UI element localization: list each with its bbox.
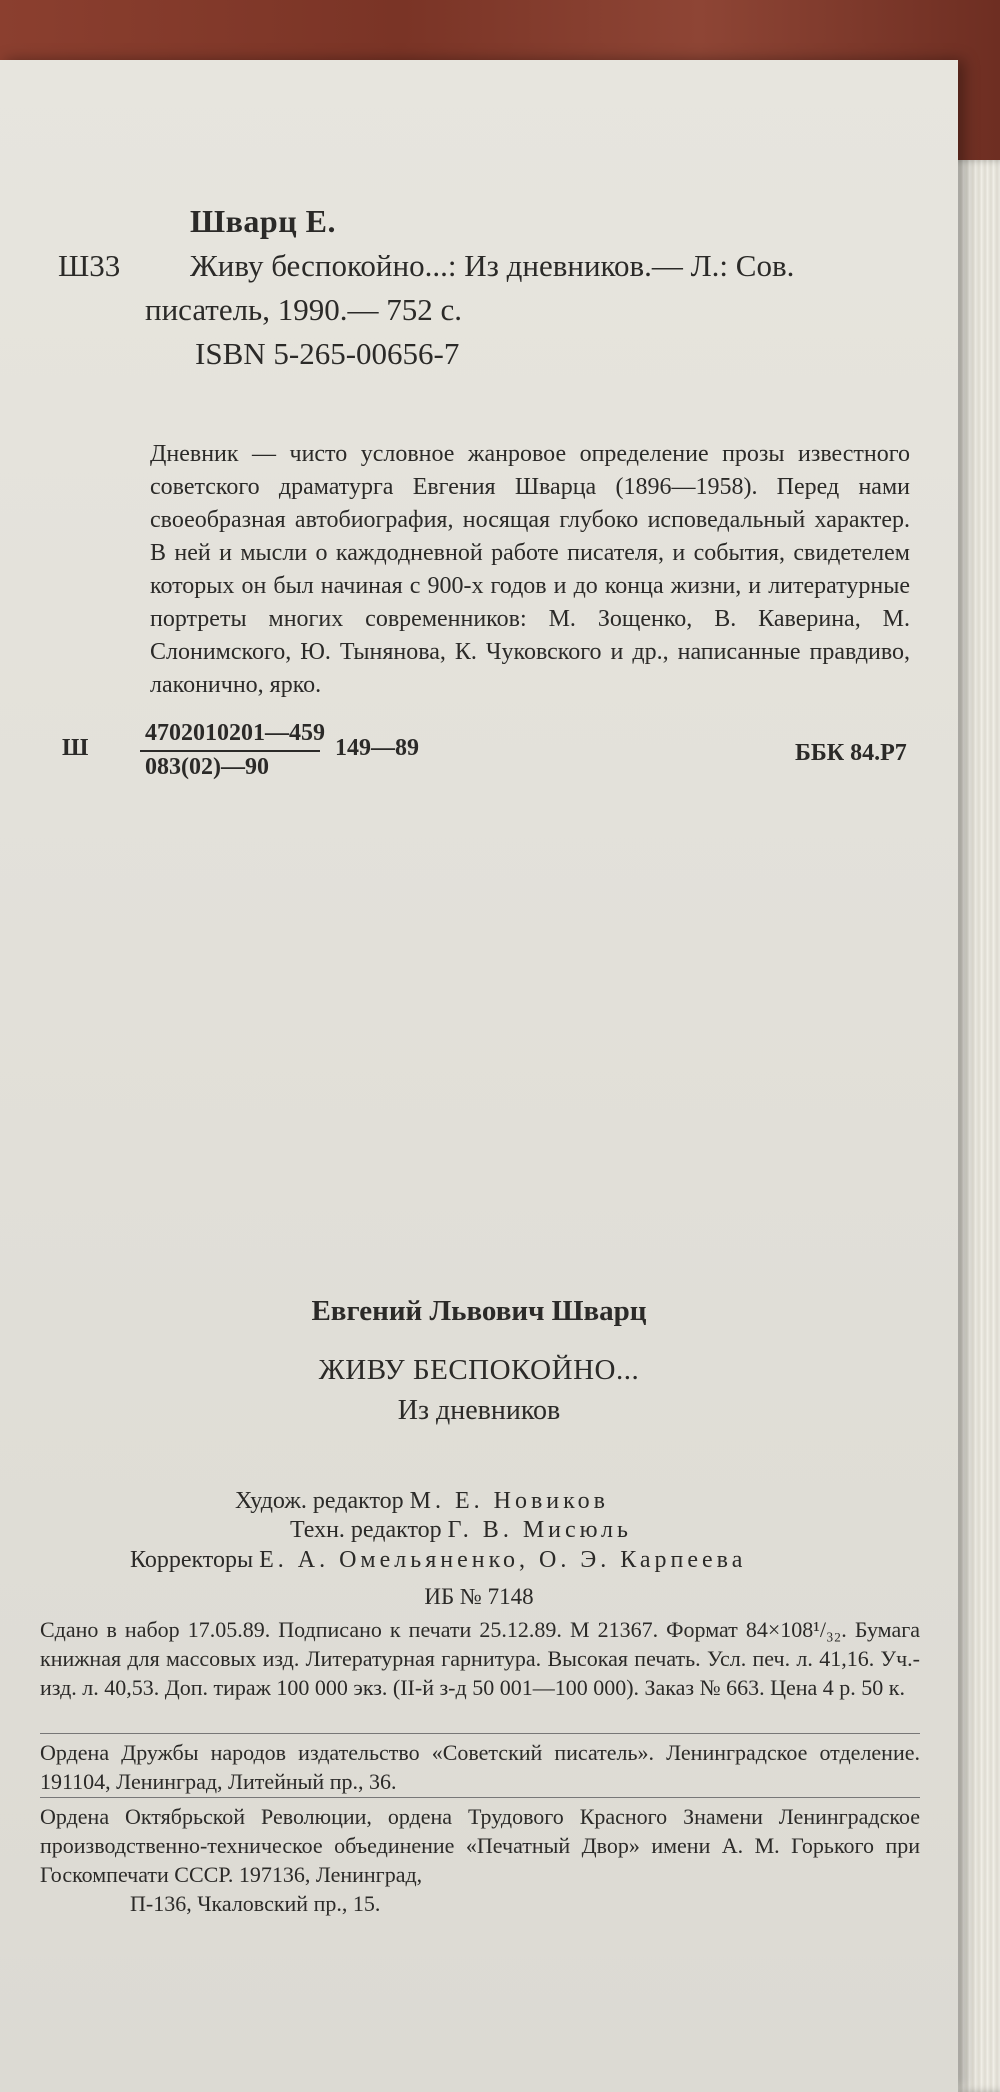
art-editor-row <box>235 1488 609 1515</box>
tech-editor-label: Техн. редактор <box>290 1517 442 1543</box>
proofreaders-names: Е. А. Омельяненко, О. Э. Карпеева <box>259 1547 747 1573</box>
shifr-denominator: 083(02)—90 <box>145 754 269 780</box>
print-data <box>40 1615 920 1702</box>
proofreaders-row <box>130 1547 746 1574</box>
ib-number: ИБ № 7148 <box>424 1584 534 1609</box>
proofreaders-label: Корректоры <box>130 1547 254 1573</box>
bbk-code: ББК 84.Р7 <box>795 740 907 766</box>
book-title: ЖИВУ БЕСПОКОЙНО... <box>318 1354 640 1386</box>
divider <box>40 1733 920 1734</box>
shifr-number: 149—89 <box>335 735 419 761</box>
book-subtitle: Из дневников <box>397 1395 561 1426</box>
art-editor-label: Худож. редактор <box>235 1488 404 1514</box>
abstract <box>150 438 910 702</box>
author-short: Шварц Е. <box>190 203 336 239</box>
divider <box>40 1797 920 1798</box>
shifr-numerator: 4702010201—459 <box>145 720 325 746</box>
tech-editor-name: Г. В. Мисюль <box>447 1517 632 1543</box>
publisher-block <box>40 1738 920 1796</box>
abstract-text: Дневник — чисто условное жанровое определение прозы известного советского драматурга Евгения Шварца (1896—1958). Перед нами своеобразная автобиография, носящая глубоко исповедальный характер. В ней и мысли о каждодневной работе писателя, и события, свидетелем которых он был начиная с 900-х годов и до конца жизни, и литературные портреты многих современников: М. Зощенко, В. Каверина, М. Слонимского, Ю. Тынянова, К. Чуковского и др., написанные правдиво, лаконично, ярко. <box>150 441 910 698</box>
art-editor-name: М. Е. Новиков <box>409 1488 609 1514</box>
printer-block <box>40 1802 920 1918</box>
fraction-line <box>140 750 320 752</box>
printer-text: Ордена Октябрьской Революции, ордена Трудового Красного Знамени Ленинградское производственно-техническое объединение «Печатный Двор» имени А. М. Горького при Госкомпечати СССР. 197136, Ленинград, <box>40 1804 920 1887</box>
author-full-name: Евгений Львович Шварц <box>311 1295 647 1327</box>
book-page <box>0 60 958 2092</box>
isbn: ISBN 5-265-00656-7 <box>195 336 460 371</box>
shifr-letter: Ш <box>62 735 89 761</box>
printer-address: П-136, Чкаловский пр., 15. <box>130 1891 381 1916</box>
publisher-text: Ордена Дружбы народов издательство «Советский писатель». Ленинградское отделение. 191104, Ленинград, Литейный пр., 36. <box>40 1740 920 1794</box>
tech-editor-row <box>290 1517 632 1544</box>
title-line: Живу беспокойно...: Из дневников.— Л.: Сов. <box>190 248 795 283</box>
class-code: Ш33 <box>58 248 121 283</box>
publisher-line: писатель, 1990.— 752 с. <box>145 292 462 327</box>
print-data-text: Сдано в набор 17.05.89. Подписано к печати 25.12.89. М 21367. Формат 84×108¹/₃₂. Бумага книжная для массовых изд. Литературная гарнитура. Высокая печать. Усл. печ. л. 41,16. Уч.-изд. л. 40,53. Доп. тираж 100 000 экз. (II-й з-д 50 001—100 000). Заказ № 663. Цена 4 р. 50 к. <box>40 1617 920 1700</box>
